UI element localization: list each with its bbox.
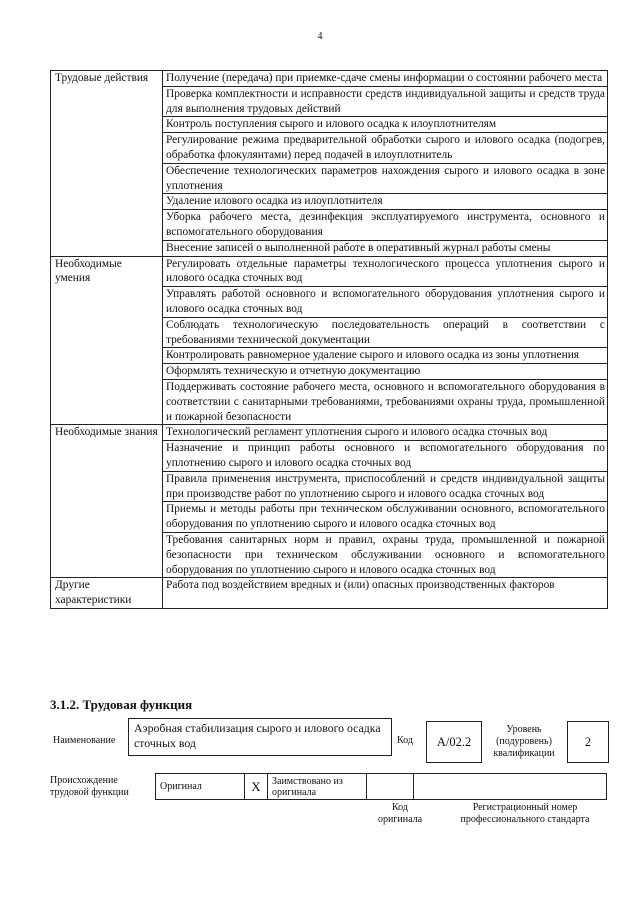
table-row bbox=[51, 71, 608, 87]
borrowed-label: Заимствовано из оригинала bbox=[272, 775, 343, 798]
section-item: Внесение записей о выполненной работе в оперативный журнал работы смены bbox=[163, 240, 608, 256]
section-item: Требования санитарных норм и правил, охраны труда, промышленной и пожарной безопасности при техническом обслуживании основного и вспомогательного оборудования по уплотнению сырого и илового осадка сточных вод bbox=[163, 532, 608, 577]
section-item: Назначение и принцип работы основного и вспомогательного оборудования по уплотнению сырого и илового осадка сточных вод bbox=[163, 441, 608, 472]
level-label: Уровень (подуровень) квалификации bbox=[493, 724, 555, 759]
function-code: A/02.2 bbox=[426, 721, 482, 763]
section-item: Оформлять техническую и отчетную документацию bbox=[163, 364, 608, 380]
section-item: Получение (передача) при приемке-сдаче смены информации о состоянии рабочего места bbox=[163, 71, 608, 87]
original-label: Оригинал bbox=[160, 781, 202, 792]
section-item: Контроль поступления сырого и илового осадка к илоуплотнителям bbox=[163, 117, 608, 133]
origin-label: Происхождение трудовой функции bbox=[50, 775, 129, 798]
original-mark: X bbox=[245, 774, 268, 800]
section-item: Обеспечение технологических параметров нахождения сырого и илового осадка в зоне уплотнения bbox=[163, 163, 608, 194]
section-item: Технологический регламент уплотнения сырого и илового осадка сточных вод bbox=[163, 425, 608, 441]
labor-function-table bbox=[50, 70, 608, 609]
section-title: 3.1.2. Трудовая функция bbox=[50, 697, 193, 712]
section-item: Проверка комплектности и исправности средств индивидуальной защиты и средств труда для выполнения трудовых действий bbox=[163, 86, 608, 117]
table-row bbox=[51, 578, 608, 609]
section-item: Поддерживать состояние рабочего места, основного и вспомогательного оборудования в соответствии с санитарными требованиями, требованиями охраны труда, промышленной и пожарной безопасности bbox=[163, 379, 608, 424]
section-heading: Другие характеристики bbox=[51, 578, 163, 609]
section-item: Регулировать отдельные параметры технологического процесса уплотнения сырого и илового осадка сточных вод bbox=[163, 256, 608, 287]
labor-function-table-body bbox=[51, 71, 608, 609]
reg-number-label: Регистрационный номер профессионального стандарта bbox=[460, 802, 590, 825]
section-heading: Необходимые знания bbox=[51, 425, 163, 578]
origin-code-cell bbox=[367, 774, 414, 800]
section-heading: Трудовые действия bbox=[51, 71, 163, 257]
table-row bbox=[51, 256, 608, 287]
section-item: Правила применения инструмента, приспособлений и средств индивидуальной защиты при производстве работ по уплотнению сырого и илового осадка сточных вод bbox=[163, 471, 608, 502]
section-item: Уборка рабочего места, дезинфекция эксплуатируемого инструмента, основного и вспомогательного оборудования bbox=[163, 210, 608, 241]
section-item: Соблюдать технологическую последовательность операций в соответствии с требованиями технической документации bbox=[163, 317, 608, 348]
origin-table bbox=[155, 773, 607, 800]
section-item: Работа под воздействием вредных и (или) опасных производственных факторов bbox=[163, 578, 608, 609]
table-row bbox=[51, 425, 608, 441]
original-label-cell bbox=[156, 774, 245, 800]
section-item: Приемы и методы работы при техническом обслуживании основного, вспомогательного оборудования по уплотнению сырого и илового осадка сточных вод bbox=[163, 502, 608, 533]
function-name: Аэробная стабилизация сырого и илового осадка сточных вод bbox=[134, 721, 381, 750]
page-number: 4 bbox=[317, 31, 323, 42]
name-label: Наименование bbox=[53, 735, 116, 746]
section-item: Управлять работой основного и вспомогательного оборудования уплотнения сырого и илового осадка сточных вод bbox=[163, 287, 608, 318]
code-label: Код bbox=[397, 735, 413, 746]
level-value: 2 bbox=[567, 721, 609, 763]
reg-number-cell bbox=[414, 774, 607, 800]
section-item: Контролировать равномерное удаление сырого и илового осадка из зоны уплотнения bbox=[163, 348, 608, 364]
section-heading: Необходимые умения bbox=[51, 256, 163, 425]
section-item: Удаление илового осадка из илоуплотнителя bbox=[163, 194, 608, 210]
origin-code-label: Код оригинала bbox=[377, 802, 423, 825]
section-item: Регулирование режима предварительной обработки сырого и илового осадка (подогрев, обработка флокулянтами) перед подачей в илоуплотнитель bbox=[163, 133, 608, 164]
borrowed-label-cell bbox=[268, 774, 367, 800]
